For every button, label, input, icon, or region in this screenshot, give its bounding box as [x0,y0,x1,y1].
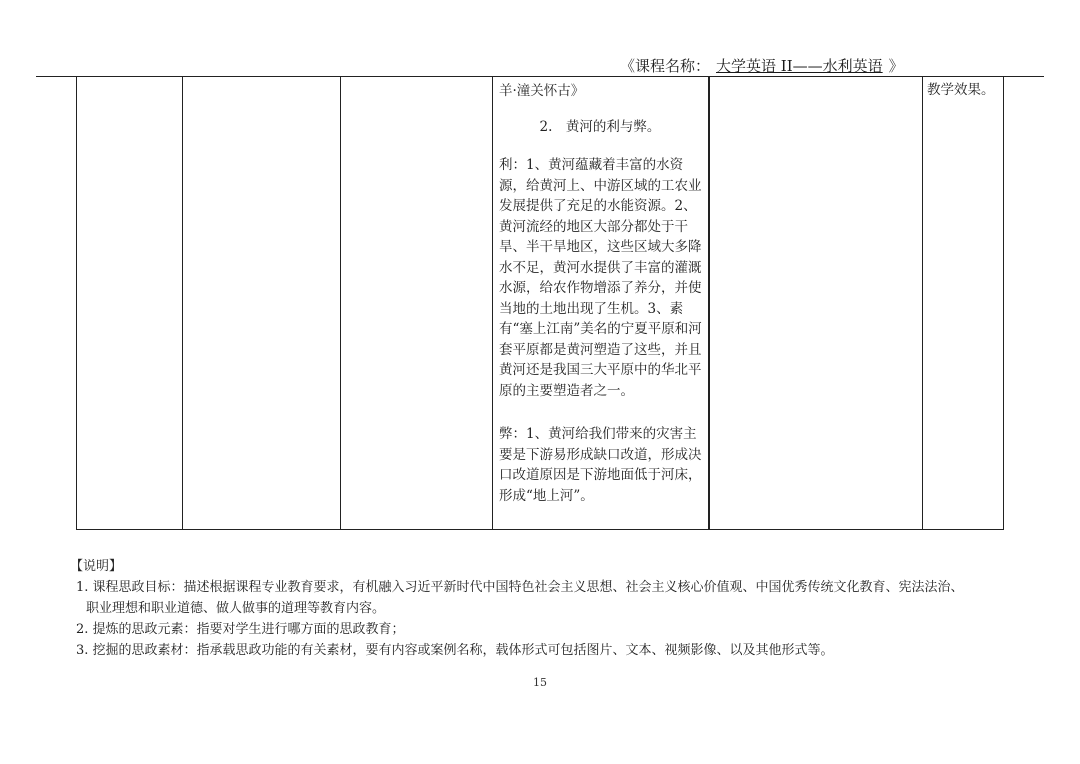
notes-section [70,556,1030,661]
notes-item-1-cont: 职业理想和职业道德、做人做事的道理等教育内容。 [86,601,386,616]
content-disadvantages: 弊：1、黄河给我们带来的灾害主要是下游易形成缺口改道，形成决口改道原因是下游地面低于河床，形成“地上河”。 [499,426,702,504]
notes-item-2: 2. 提炼的思政元素：指要对学生进行哪方面的思政教育； [76,622,405,637]
table-col-3 [340,77,493,529]
content-advantages: 利：1、黄河蕴藏着丰富的水资源，给黄河上、中游区域的工农业发展提供了充足的水能资源。2、黄河流经的地区大部分都处于干旱、半干旱地区，这些区域大多降水不足，黄河水提供了丰富的灌溉水源，给农作物增添了养分，并使当地的土地出现了生机。3、素有“塞上江南”美名的宁夏平原和河套平原都是黄河塑造了这些，并且黄河还是我国三大平原中的华北平原的主要塑造者之一。 [499,157,702,399]
table-col-5 [708,77,923,529]
header-prefix: 《课程名称： [620,57,711,75]
teaching-effect: 教学效果。 [927,82,995,98]
notes-title: 【说明】 [70,559,123,574]
notes-item-1: 1. 课程思政目标：描述根据课程专业教育要求，有机融入习近平新时代中国特色社会主义思想、社会主义核心价值观、中国优秀传统文化教育、宪法法治、 [76,580,964,595]
table-col-1 [77,77,183,529]
table-col-content [492,77,710,529]
page-number: 15 [533,676,547,689]
table-col-effect [922,77,1004,529]
notes-item-3: 3. 挖掘的思政素材：指承载思政功能的有关素材，要有内容或案例名称，载体形式可包括图片、文本、视频影像、以及其他形式等。 [76,643,834,658]
table-col-2 [182,77,341,529]
content-poem-tail: 羊·潼关怀古》 [499,83,585,99]
course-header [620,55,980,76]
header-suffix: 》 [888,57,904,75]
content-heading: 2. 黄河的利与弊。 [539,119,661,135]
course-name: 大学英语 II——水利英语 [716,57,883,75]
lesson-table [76,77,1004,530]
